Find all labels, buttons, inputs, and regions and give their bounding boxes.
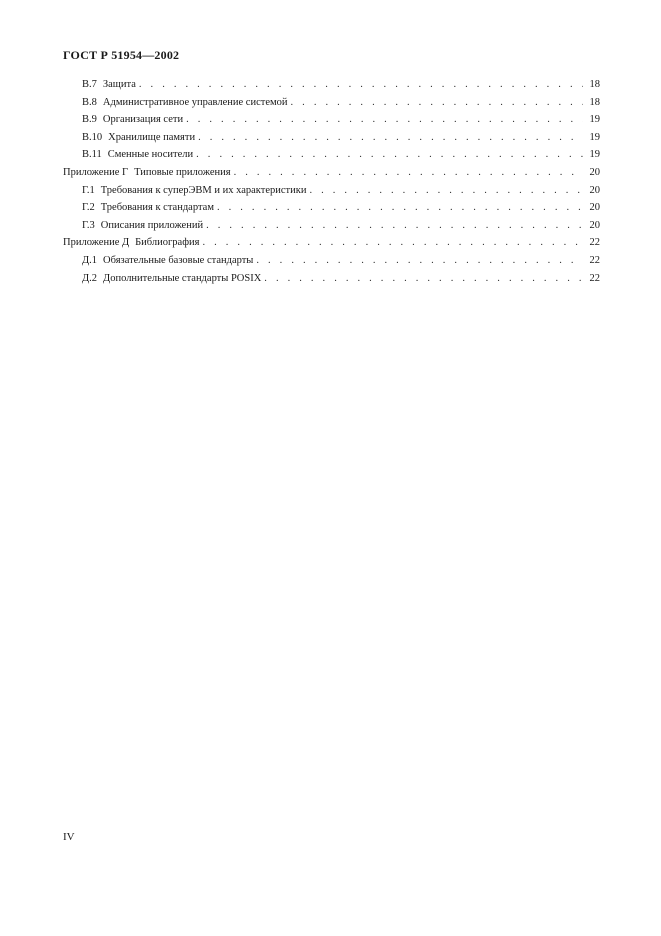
- page-number: IV: [63, 831, 75, 843]
- toc-entry-number: В.11: [82, 149, 102, 161]
- toc-leader-dots: [206, 217, 583, 235]
- toc-entry-number: В.8: [82, 96, 97, 108]
- toc-entry[interactable]: [63, 270, 600, 288]
- toc-entry-title: Обязательные базовые стандарты: [103, 254, 254, 266]
- toc-entry-page: 19: [589, 131, 600, 143]
- toc-entry-page: 19: [589, 114, 600, 126]
- table-of-contents: [63, 76, 600, 287]
- toc-appendix-entry[interactable]: [63, 164, 600, 182]
- toc-entry-title: Защита: [102, 79, 136, 90]
- toc-leader-dots: [202, 234, 583, 252]
- toc-entry-number: Г.2: [82, 202, 95, 214]
- toc-leader-dots: [309, 182, 583, 200]
- toc-entry[interactable]: [63, 94, 600, 112]
- toc-entry-page: 18: [589, 79, 600, 90]
- toc-entry[interactable]: [63, 146, 600, 164]
- toc-entry-number: Г.1: [82, 184, 95, 196]
- toc-entry[interactable]: [63, 111, 600, 129]
- toc-entry-number: В.7: [82, 79, 97, 90]
- toc-leader-dots: [256, 252, 583, 270]
- toc-leader-dots: [139, 76, 583, 94]
- toc-entry-title: Хранилище памяти: [108, 131, 196, 143]
- toc-entry[interactable]: [63, 199, 600, 217]
- toc-entry-number: В.10: [82, 131, 103, 143]
- toc-entry-number: Д.2: [82, 272, 98, 284]
- toc-leader-dots: [264, 270, 583, 288]
- toc-entry-title: Библиография: [135, 237, 200, 249]
- toc-entry[interactable]: [63, 252, 600, 270]
- toc-entry-title: Требования к суперЭВМ и их характеристики: [100, 184, 307, 196]
- toc-entry-title: Сменные носители: [107, 149, 194, 161]
- toc-leader-dots: [217, 199, 583, 217]
- toc-entry-page: 22: [589, 272, 600, 284]
- toc-appendix-entry[interactable]: [63, 234, 600, 252]
- toc-leader-dots: [234, 164, 583, 182]
- toc-entry-page: 20: [589, 202, 600, 214]
- toc-leader-dots: [196, 146, 583, 164]
- toc-entry[interactable]: [63, 76, 600, 94]
- toc-entry-page: 20: [589, 219, 600, 231]
- toc-entry-title: Типовые приложения: [134, 166, 231, 178]
- toc-entry-number: Приложение Г: [63, 166, 129, 178]
- toc-entry-page: 22: [589, 237, 600, 249]
- toc-entry-number: Д.1: [82, 254, 98, 266]
- toc-entry-page: 18: [589, 96, 600, 108]
- toc-entry-page: 22: [589, 254, 600, 266]
- toc-entry-page: 19: [589, 149, 600, 161]
- toc-entry-page: 20: [589, 166, 600, 178]
- toc-entry[interactable]: [63, 129, 600, 147]
- toc-entry-page: 20: [589, 184, 600, 196]
- toc-entry[interactable]: [63, 217, 600, 235]
- toc-entry-title: Организация сети: [102, 114, 184, 126]
- toc-leader-dots: [291, 94, 583, 112]
- toc-entry-title: Административное управление системой: [102, 96, 288, 108]
- toc-leader-dots: [186, 111, 583, 129]
- document-header: ГОСТ Р 51954—2002: [63, 48, 180, 62]
- toc-entry-number: Приложение Д: [63, 237, 130, 249]
- toc-entry-title: Описания приложений: [100, 219, 204, 231]
- toc-entry-number: В.9: [82, 114, 97, 126]
- toc-entry-title: Требования к стандартам: [100, 202, 214, 214]
- toc-entry-number: Г.3: [82, 219, 95, 231]
- toc-entry-title: Дополнительные стандарты POSIX: [103, 272, 262, 284]
- toc-leader-dots: [198, 129, 583, 147]
- toc-entry[interactable]: [63, 182, 600, 200]
